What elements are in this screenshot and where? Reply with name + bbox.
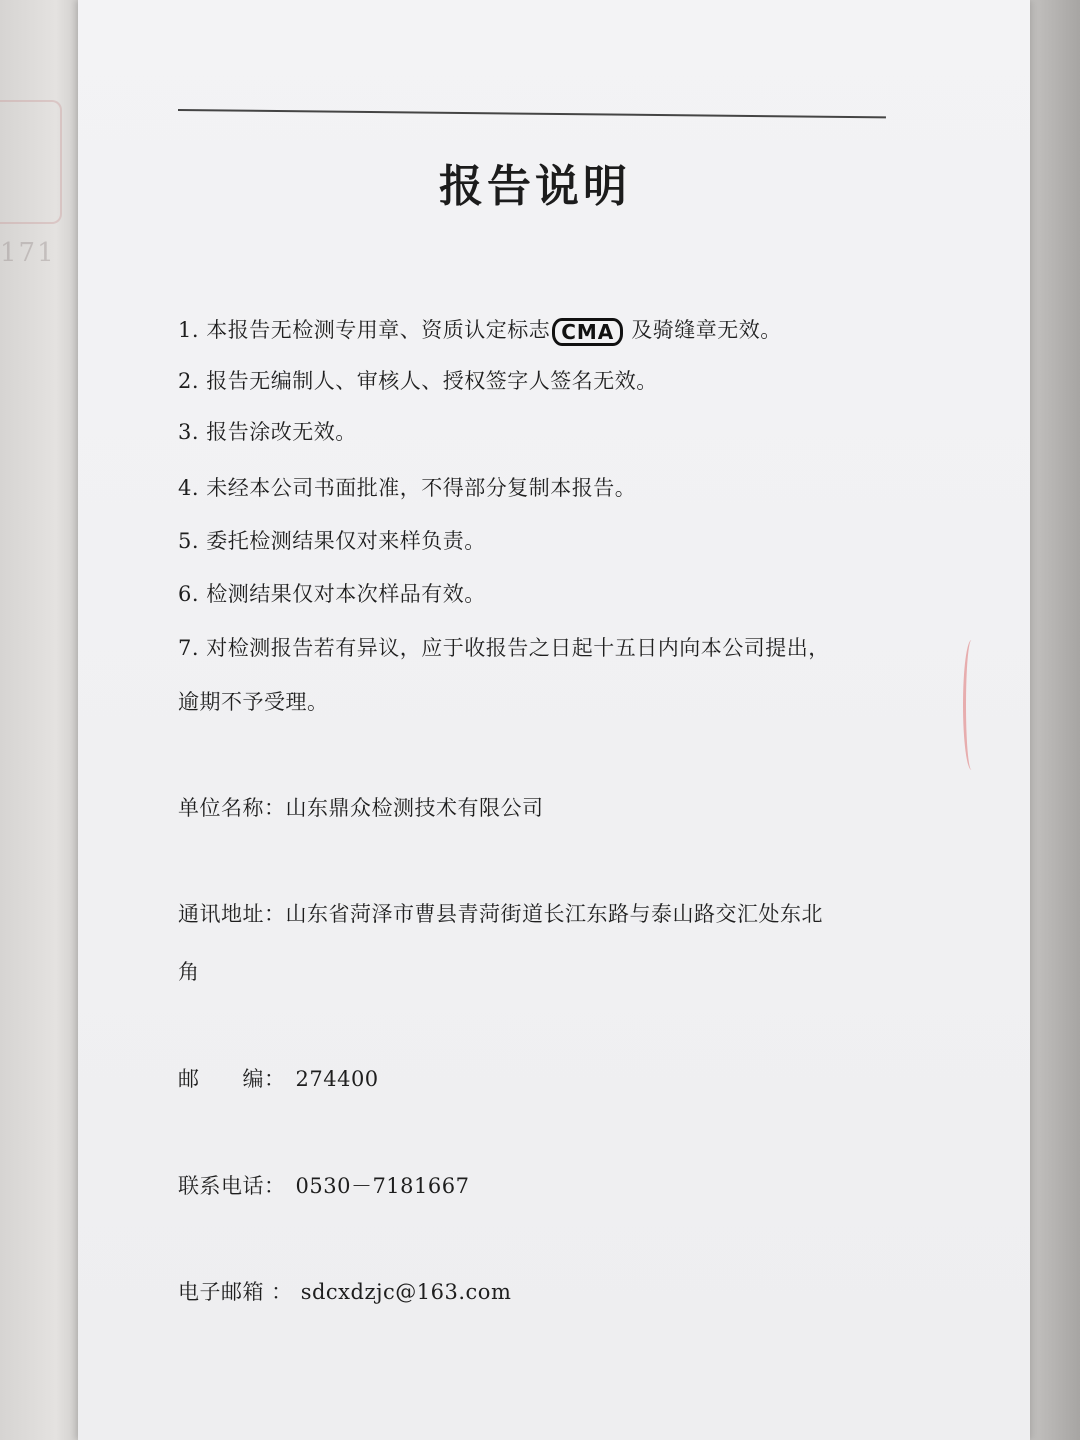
address-value: 山东省菏泽市曹县青菏街道长江东路与泰山路交汇处东北 — [285, 902, 823, 926]
address-label: 通讯地址： — [178, 902, 286, 926]
address-row-cont: 角 — [178, 960, 200, 984]
notice-item-1-text: 1. 本报告无检测专用章、资质认定标志 — [178, 318, 551, 342]
cma-logo-icon: CMA — [552, 318, 623, 346]
postcode-value: 274400 — [295, 1067, 379, 1091]
unit-name-value: 山东鼎众检测技术有限公司 — [285, 796, 544, 820]
faded-page-text: 171 — [0, 238, 56, 268]
notice-item-7: 7. 对检测报告若有异议，应于收报告之日起十五日内向本公司提出， — [178, 636, 830, 660]
seam-stamp-edge — [963, 640, 980, 770]
postcode-row — [178, 1063, 379, 1093]
address-row — [178, 898, 823, 928]
phone-value: 0530－7181667 — [295, 1174, 470, 1198]
faded-seal-mark — [0, 100, 62, 224]
notice-item-1-suffix: 及骑缝章无效。 — [631, 318, 782, 342]
postcode-label: 邮 编： — [178, 1067, 286, 1091]
email-label: 电子邮箱 ： — [178, 1280, 293, 1304]
unit-name-row — [178, 792, 544, 822]
notice-item-7-cont: 逾期不予受理。 — [178, 690, 329, 714]
notice-item-4: 4. 未经本公司书面批准，不得部分复制本报告。 — [178, 476, 637, 500]
notice-item-5: 5. 委托检测结果仅对来样负责。 — [178, 529, 486, 553]
notice-item-3: 3. 报告涂改无效。 — [178, 420, 357, 444]
adjacent-page-left — [0, 0, 80, 1440]
notice-item-6: 6. 检测结果仅对本次样品有效。 — [178, 582, 486, 606]
unit-name-label: 单位名称： — [178, 796, 286, 820]
notice-item-1 — [178, 314, 782, 346]
page-title: 报告说明 — [439, 161, 631, 212]
phone-label: 联系电话： — [178, 1174, 286, 1198]
email-row — [178, 1276, 511, 1306]
header-rule — [178, 109, 886, 118]
phone-row — [178, 1170, 469, 1200]
email-value: sdcxdzjc@163.com — [300, 1280, 512, 1304]
notice-item-2: 2. 报告无编制人、审核人、授权签字人签名无效。 — [178, 369, 658, 393]
document-page — [78, 0, 1030, 1440]
